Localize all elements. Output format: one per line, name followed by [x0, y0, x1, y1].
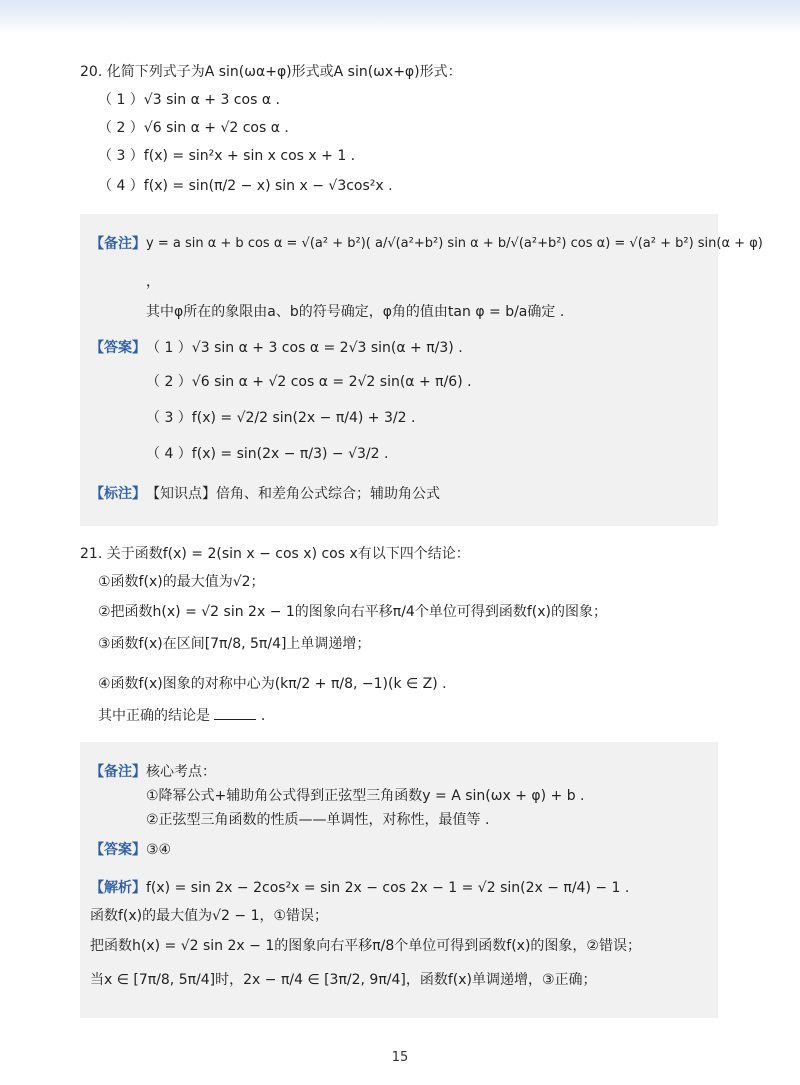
q21-analysis-3: 把函数h(x) = √2 sin 2x − 1的图象向右平移π/8个单位可得到函数f(x)的图象，②错误；	[90, 938, 641, 954]
q20-item-1: （ 1 ）√3 sin α + 3 cos α .	[98, 92, 280, 108]
q20-note-comma: ，	[146, 274, 160, 290]
q20-note-label: 【备注】	[90, 236, 146, 252]
q21-note-label: 【备注】	[90, 764, 146, 780]
q21-answer-text: ③④	[146, 842, 172, 858]
q20-mark-label: 【标注】	[90, 486, 146, 502]
answer-blank	[214, 707, 256, 720]
q21-analysis-label: 【解析】	[90, 880, 146, 896]
q21-stem: 21. 关于函数f(x) = 2(sin x − cos x) cos x有以下四个结论：	[80, 546, 470, 562]
q20-item-4: （ 4 ）f(x) = sin(π/2 − x) sin x − √3cos²x .	[98, 178, 393, 194]
q21-answer-label: 【答案】	[90, 842, 146, 858]
q20-answer-1: （ 1 ）√3 sin α + 3 cos α = 2√3 sin(α + π/3) .	[146, 340, 463, 356]
q21-note-point-2: ②正弦型三角函数的性质——单调性，对称性，最值等 .	[146, 812, 490, 828]
q21-item-2: ②把函数h(x) = √2 sin 2x − 1的图象向右平移π/4个单位可得到函数f(x)的图象；	[98, 604, 607, 620]
q20-answer-3: （ 3 ）f(x) = √2/2 sin(2x − π/4) + 3/2 .	[146, 410, 416, 426]
q21-note-point-1: ①降幂公式+辅助角公式得到正弦型三角函数y = A sin(ωx + φ) + b .	[146, 788, 585, 804]
page-header-band	[0, 0, 800, 34]
q21-item-1: ①函数f(x)的最大值为√2；	[98, 574, 265, 590]
page-number: 15	[391, 1050, 409, 1065]
q20-answer-label: 【答案】	[90, 340, 146, 356]
q21-question-suffix: .	[260, 708, 266, 724]
q21-analysis-2: 函数f(x)的最大值为√2 − 1，①错误；	[90, 908, 329, 924]
q21-question-prefix: 其中正确的结论是	[98, 708, 210, 724]
q20-note-text: 其中φ所在的象限由a、b的符号确定，φ角的值由tan φ = b/a确定 .	[146, 304, 565, 320]
q20-item-2: （ 2 ）√6 sin α + √2 cos α .	[98, 120, 289, 136]
q20-note-formula: y = a sin α + b cos α = √(a² + b²)( a/√(a²+b²) sin α + b/√(a²+b²) cos α) = √(a² + b²) sin(α + φ)	[146, 236, 763, 251]
q21-item-4: ④函数f(x)图象的对称中心为(kπ/2 + π/8, −1)(k ∈ Z) .	[98, 676, 447, 692]
q20-solution-box	[80, 214, 718, 526]
q21-question	[98, 706, 265, 726]
q21-item-3: ③函数f(x)在区间[7π/8, 5π/4]上单调递增；	[98, 636, 371, 652]
q20-answer-4: （ 4 ）f(x) = sin(2x − π/3) − √3/2 .	[146, 446, 389, 462]
q21-analysis-4: 当x ∈ [7π/8, 5π/4]时，2x − π/4 ∈ [3π/2, 9π/4]，函数f(x)单调递增，③正确；	[90, 972, 597, 988]
q21-note-title: 核心考点：	[146, 764, 216, 780]
q20-answer-2: （ 2 ）√6 sin α + √2 cos α = 2√2 sin(α + π/6) .	[146, 374, 472, 390]
q20-mark-text: 【知识点】倍角、和差角公式综合；辅助角公式	[146, 486, 440, 502]
q21-analysis-1: f(x) = sin 2x − 2cos²x = sin 2x − cos 2x − 1 = √2 sin(2x − π/4) − 1 .	[146, 880, 630, 896]
q20-item-3: （ 3 ）f(x) = sin²x + sin x cos x + 1 .	[98, 148, 356, 164]
q20-stem: 20. 化简下列式子为A sin(ωα+φ)形式或A sin(ωx+φ)形式：	[80, 64, 462, 80]
